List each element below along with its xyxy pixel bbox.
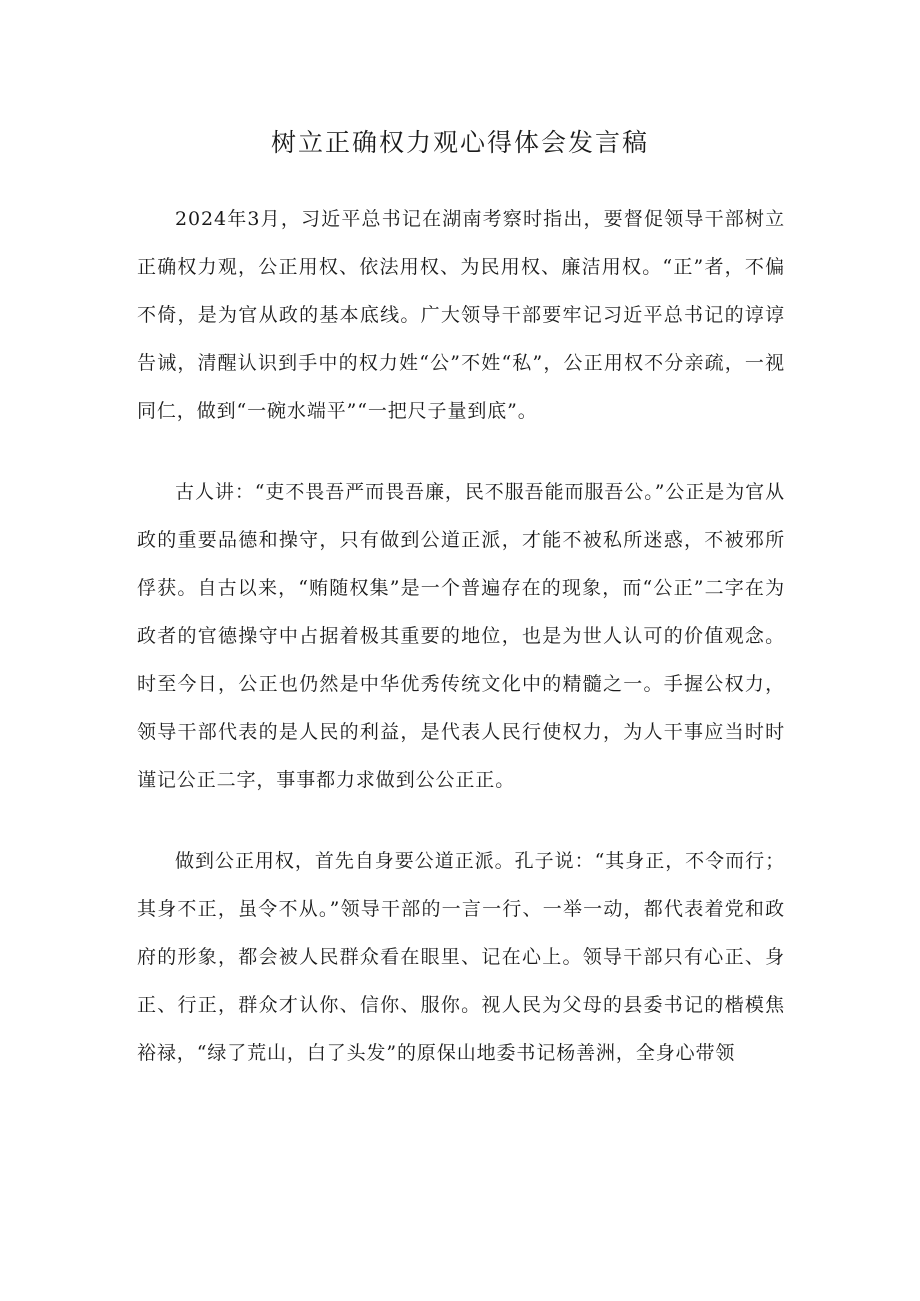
document-title: 树立正确权力观心得体会发言稿 xyxy=(270,128,649,157)
paragraph-2: 古人讲：“吏不畏吾严而畏吾廉，民不服吾能而服吾公。”公正是为官从政的重要品德和操守，只有做到公道正派，才能不被私所迷惑，不被邪所俘获。自古以来，“贿随权集”是一个普遍存在的现象，而“公正”二字在为政者的官德操守中占据着极其重要的地位，也是为世人认可的价值观念。时至今日，公正也仍然是中华优秀传统文化中的精髓之一。手握公权力，领导干部代表的是人民的利益，是代表人民行使权力，为人干事应当时时谨记公正二字，事事都力求做到公公正正。 xyxy=(137,481,785,791)
document-body xyxy=(137,195,785,1110)
paragraph-3: 做到公正用权，首先自身要公道正派。孔子说：“其身正，不令而行；其身不正，虽令不从。”领导干部的一言一行、一举一动，都代表着党和政府的形象，都会被人民群众看在眼里、记在心上。领导干部只有心正、身正、行正，群众才认你、信你、服你。视人民为父母的县委书记的楷模焦裕禄，“绿了荒山，白了头发”的原保山地委书记杨善洲，全身心带领 xyxy=(137,850,785,1064)
paragraph-1: 2024年3月，习近平总书记在湖南考察时指出，要督促领导干部树立正确权力观，公正用权、依法用权、为民用权、廉洁用权。“正”者，不偏不倚，是为官从政的基本底线。广大领导干部要牢记习近平总书记的谆谆告诫，清醒认识到手中的权力姓“公”不姓“私”，公正用权不分亲疏，一视同仁，做到“一碗水端平”“一把尺子量到底”。 xyxy=(137,208,785,422)
